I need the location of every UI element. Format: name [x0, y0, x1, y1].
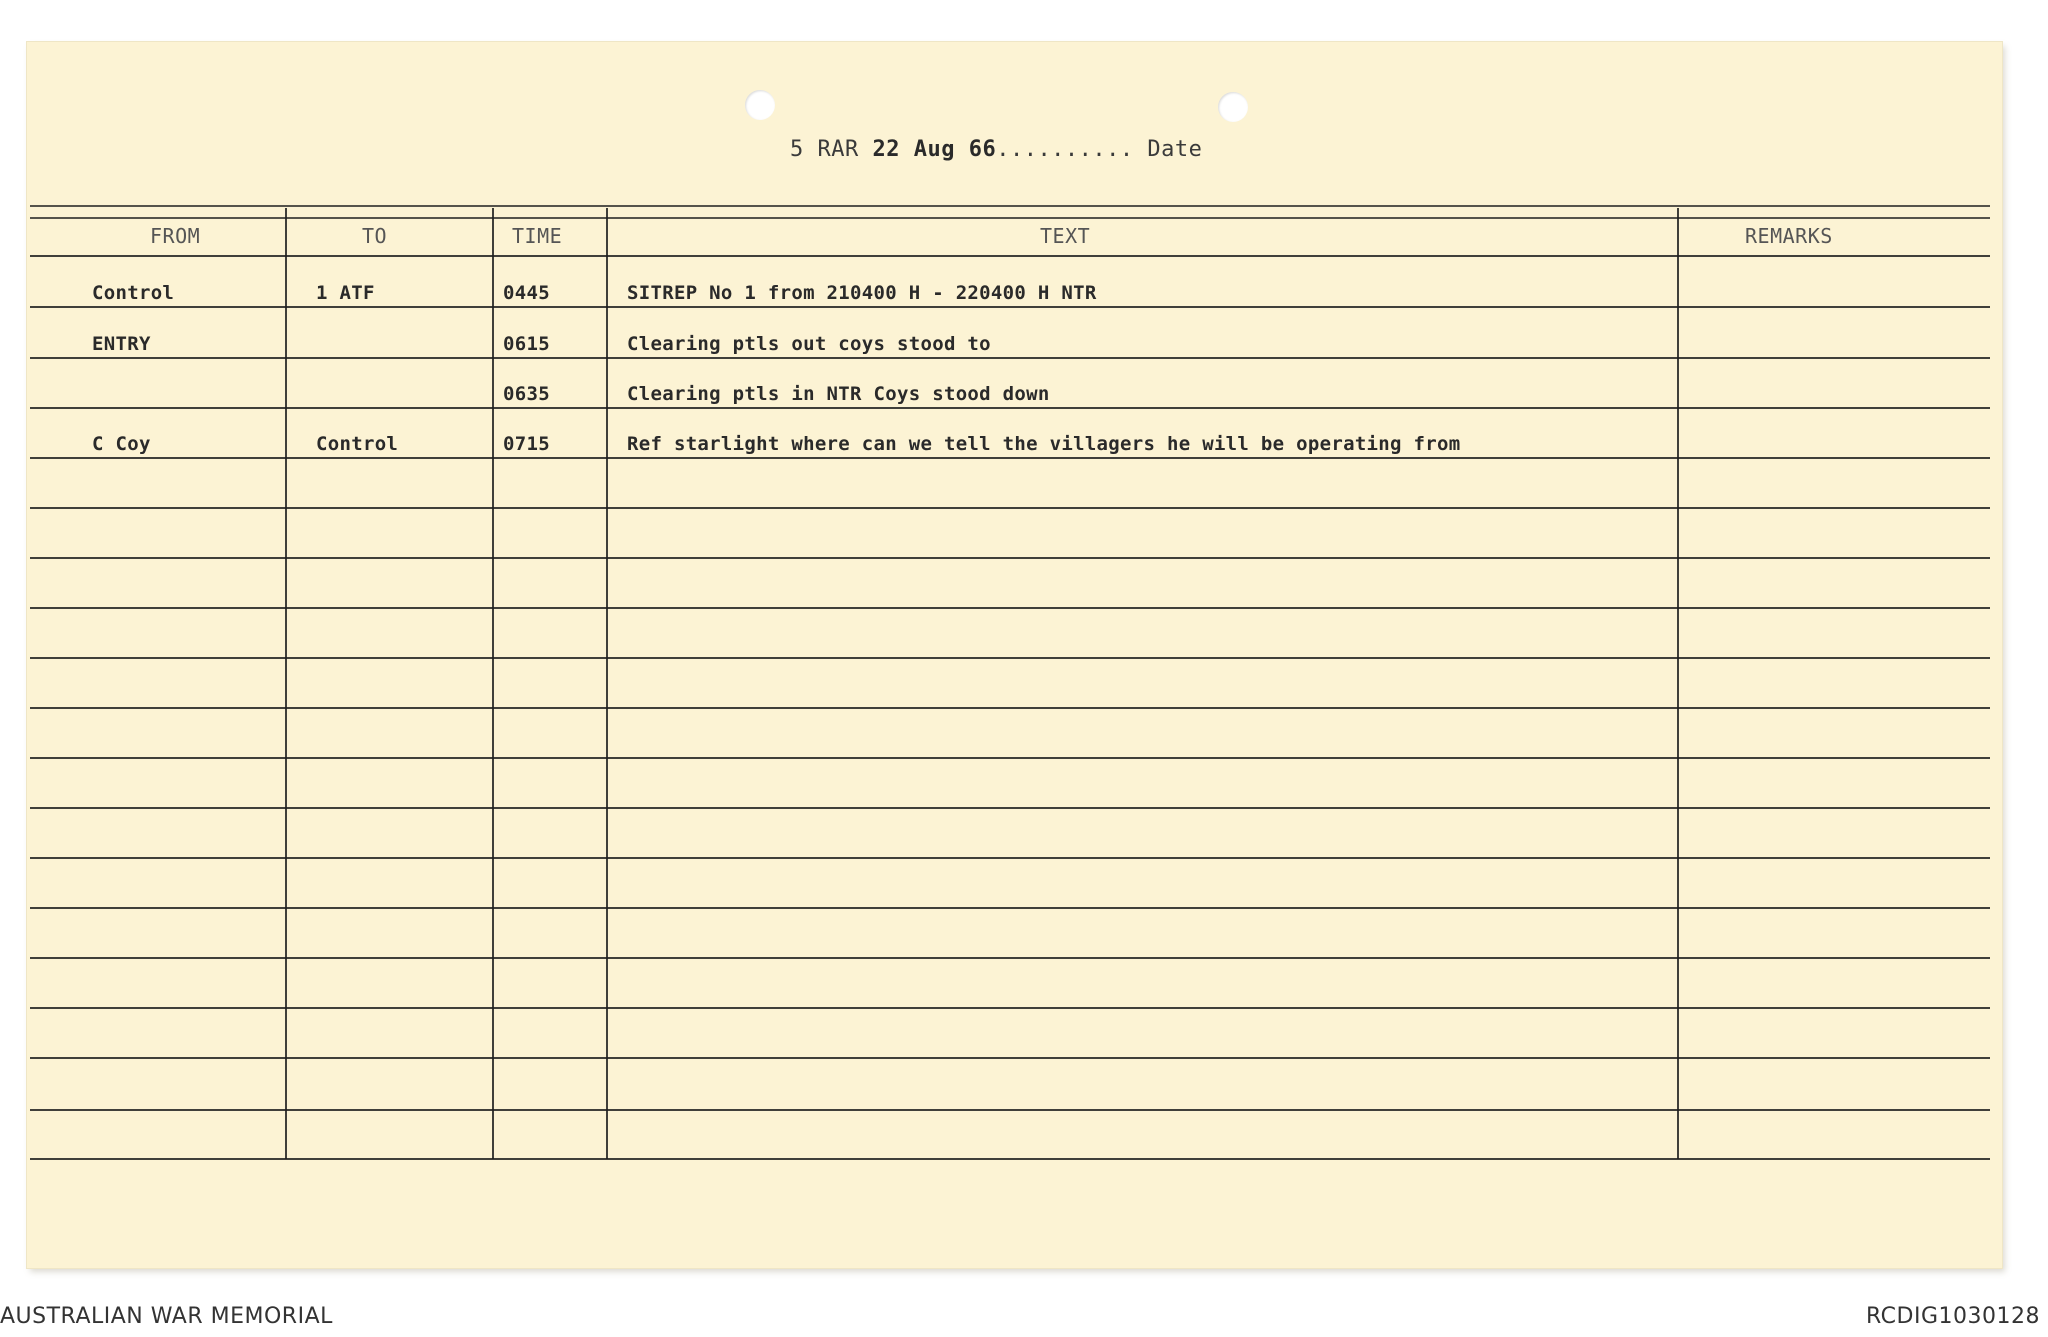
date-value: 22 Aug 66 — [872, 137, 997, 162]
column-header-to: TO — [362, 224, 388, 248]
column-header-text: TEXT — [1040, 224, 1091, 248]
row-1-from: Control — [92, 282, 175, 304]
rule-row-13 — [30, 907, 1990, 909]
punch-hole-left — [745, 90, 775, 120]
rule-row-1 — [30, 306, 1990, 308]
rule-row-17 — [30, 1109, 1990, 1111]
row-4-from: C Coy — [92, 433, 151, 455]
column-rule-text-remarks — [1677, 208, 1679, 1159]
date-leader-dots: .......... — [996, 137, 1134, 162]
column-header-time: TIME — [512, 224, 563, 248]
column-rule-to-time — [492, 208, 494, 1159]
row-4-time: 0715 — [503, 433, 550, 455]
row-1-time: 0445 — [503, 282, 550, 304]
column-header-remarks: REMARKS — [1745, 224, 1833, 248]
rule-header-top — [30, 217, 1990, 219]
rule-row-16 — [30, 1057, 1990, 1059]
row-4-text: Ref starlight where can we tell the villagers he will be operating from — [627, 433, 1461, 455]
rule-row-15 — [30, 1007, 1990, 1009]
row-3-time: 0635 — [503, 383, 550, 405]
row-2-text: Clearing ptls out coys stood to — [627, 333, 991, 355]
punch-hole-right — [1218, 92, 1248, 122]
rule-top — [30, 205, 1990, 207]
row-1-to: 1 ATF — [316, 282, 375, 304]
column-rule-time-text — [606, 208, 608, 1159]
row-2-from: ENTRY — [92, 333, 151, 355]
rule-row-9 — [30, 707, 1990, 709]
row-2-time: 0615 — [503, 333, 550, 355]
log-sheet — [27, 42, 2002, 1268]
rule-row-4 — [30, 457, 1990, 459]
rule-row-5 — [30, 507, 1990, 509]
rule-row-7 — [30, 607, 1990, 609]
row-3-text: Clearing ptls in NTR Coys stood down — [627, 383, 1050, 405]
record-id-caption: RCDIG1030128 — [1865, 1304, 2040, 1329]
rule-header-bottom — [30, 255, 1990, 257]
rule-row-14 — [30, 957, 1990, 959]
sheet-header — [790, 137, 1202, 162]
rule-bottom — [30, 1158, 1990, 1160]
rule-row-12 — [30, 857, 1990, 859]
rule-row-8 — [30, 657, 1990, 659]
unit-label: 5 RAR — [790, 137, 859, 162]
institution-caption: AUSTRALIAN WAR MEMORIAL — [0, 1304, 333, 1329]
column-rule-from-to — [285, 208, 287, 1159]
column-header-from: FROM — [150, 224, 201, 248]
row-1-text: SITREP No 1 from 210400 H - 220400 H NTR — [627, 282, 1097, 304]
rule-row-6 — [30, 557, 1990, 559]
rule-row-10 — [30, 757, 1990, 759]
rule-row-2 — [30, 357, 1990, 359]
row-4-to: Control — [316, 433, 399, 455]
rule-row-3 — [30, 407, 1990, 409]
date-label: Date — [1147, 137, 1203, 162]
rule-row-11 — [30, 807, 1990, 809]
